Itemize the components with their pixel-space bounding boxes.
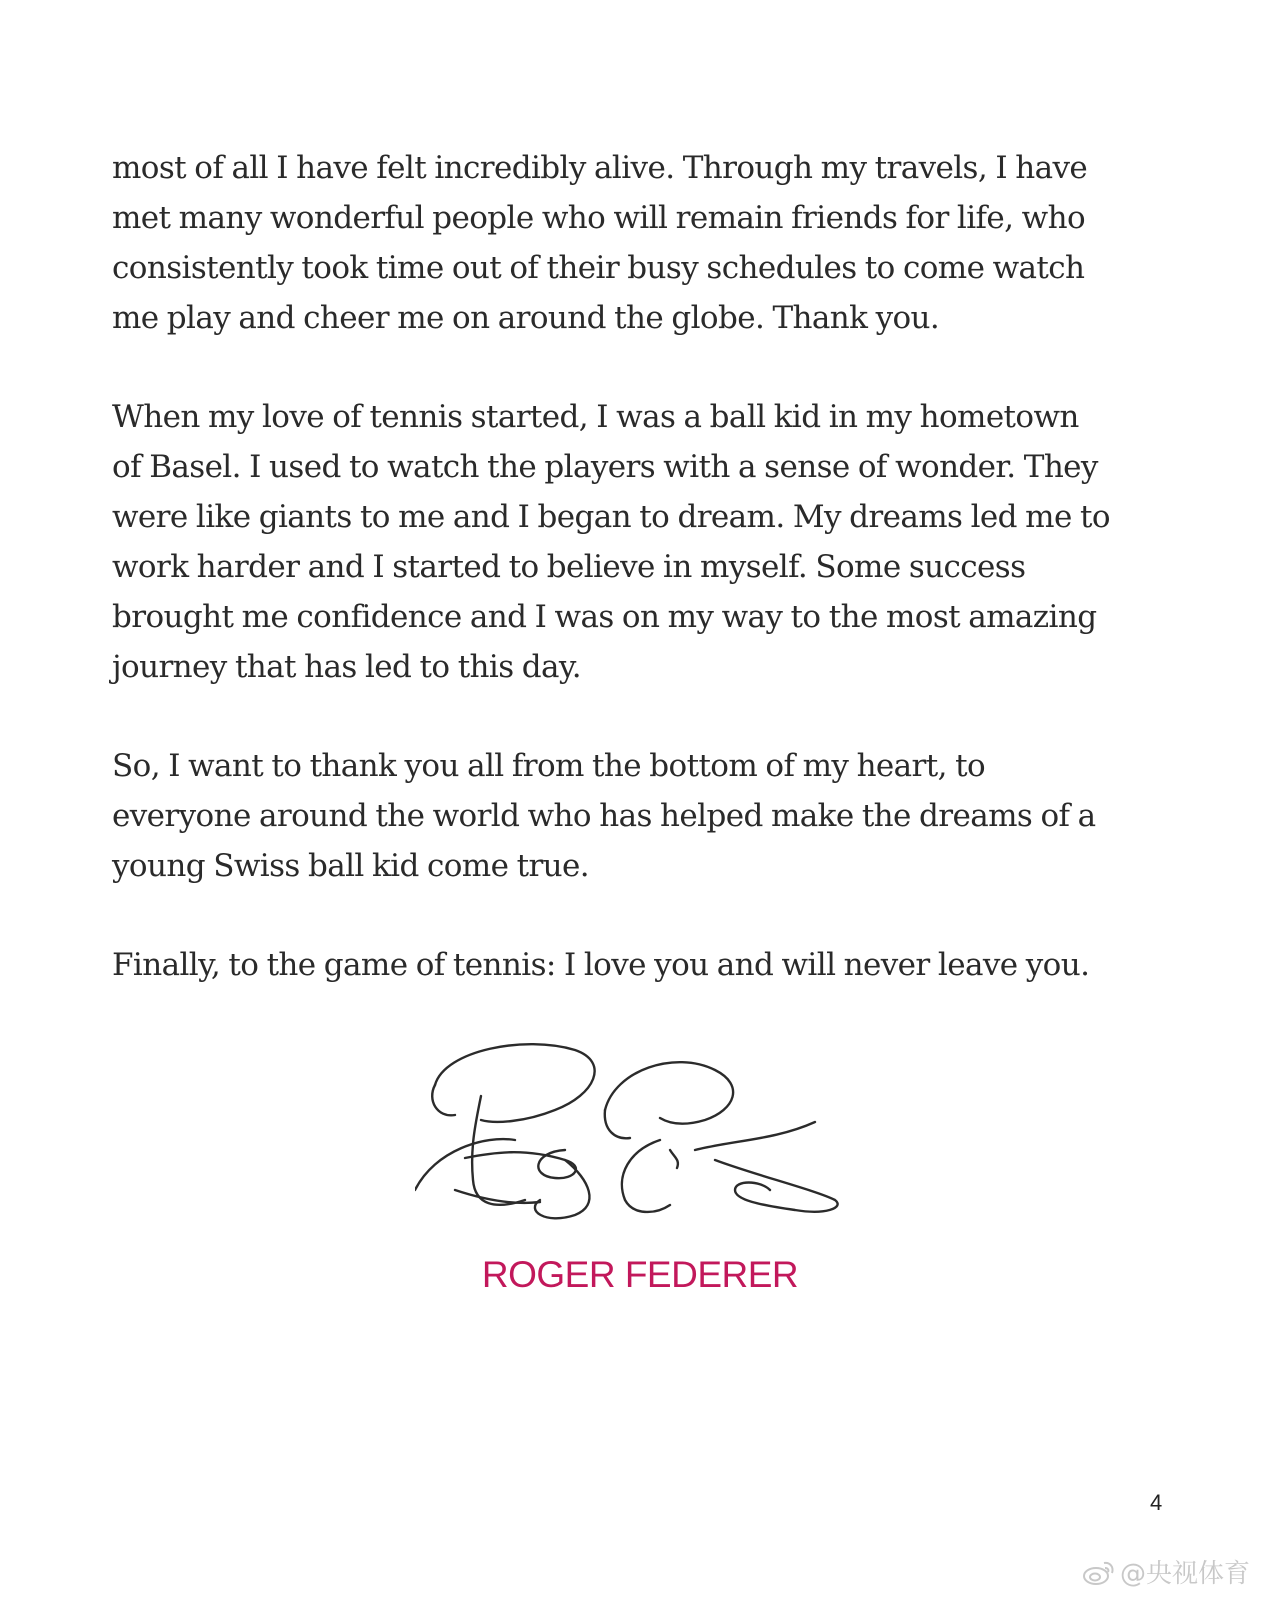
watermark-text: @央视体育 bbox=[1120, 1559, 1251, 1589]
paragraph-3: So, I want to thank you all from the bottom of my heart, to everyone around the world who has helped make the dreams of a young Swiss ball kid come true. bbox=[112, 748, 1096, 884]
paragraph-2: When my love of tennis started, I was a ball kid in my hometown of Basel. I used to watch the players with a sense of wonder. They were like giants to me and I began to dream. My dreams led me to work harder and I started to believe in myself. Some success brought me confidence and I was on my way to the most amazing journey that has led to this day. bbox=[112, 399, 1110, 685]
signatory-name: ROGER FEDERER bbox=[481, 1254, 799, 1295]
weibo-icon bbox=[1082, 1557, 1116, 1587]
paragraph-4: Finally, to the game of tennis: I love you and will never leave you. bbox=[112, 947, 1090, 983]
letter-body bbox=[112, 143, 1152, 1039]
watermark bbox=[1082, 1553, 1250, 1590]
paragraph-1: most of all I have felt incredibly alive. Through my travels, I have met many wonderful people who will remain friends for life, who consistently took time out of their busy schedules to come watch me play and cheer me on around the globe. Thank you. bbox=[112, 150, 1088, 336]
page-number: 4 bbox=[1150, 1490, 1163, 1515]
handwritten-signature bbox=[415, 1040, 855, 1240]
